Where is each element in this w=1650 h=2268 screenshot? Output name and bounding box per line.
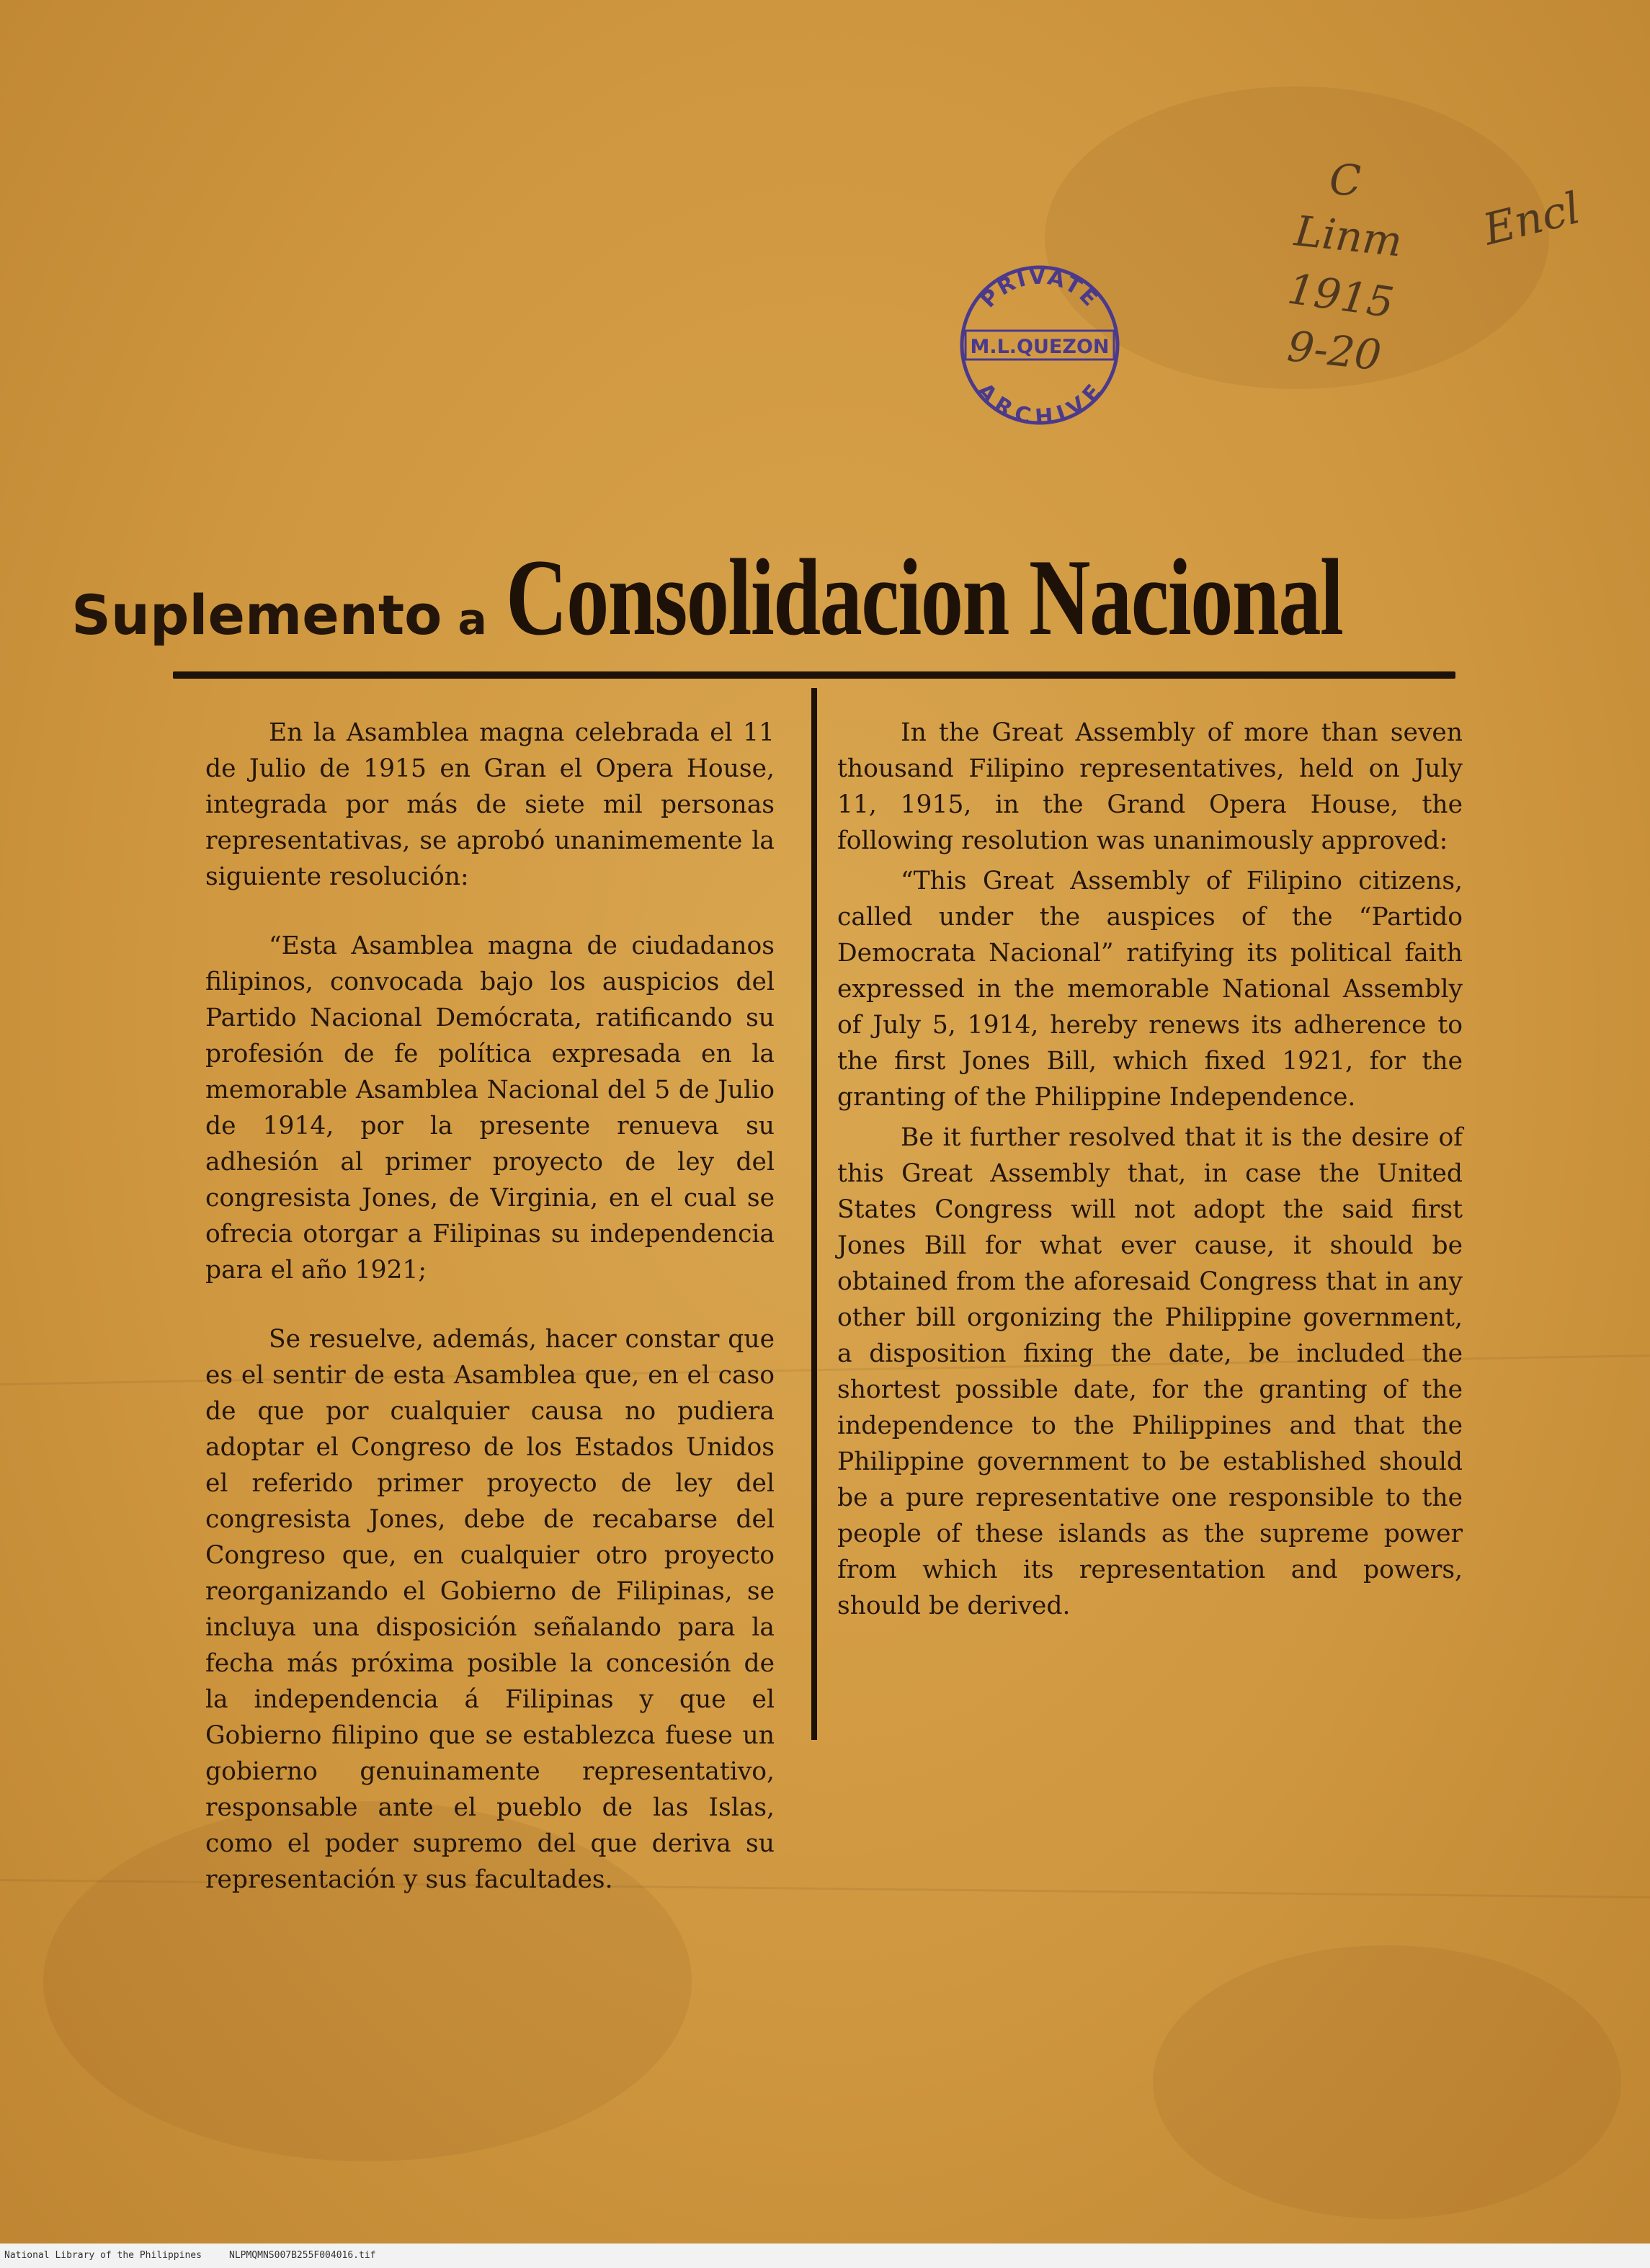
stamp-bottom-text: ARCHIVE [971,378,1108,428]
page-title [0,535,1650,660]
spanish-column [205,715,775,1898]
column-divider [811,688,817,1740]
english-paragraph-2: “This Great Assembly of Filipino citizens, called under the auspices of the “Partido Democrata Nacional” ratifying its political faith expressed in the memorable National Assembly of July 5, 1914, hereby renews its adherence to the first Jones Bill, which fixed 1921, for the granting of the Philippine Independence. [837,867,1463,1112]
pencil-line-3: 1915 [1285,264,1397,328]
pencil-annotation [1279,151,1596,389]
stamp-top-text: PRIVATE [976,264,1104,313]
pencil-line-4: 9-20 [1285,321,1384,380]
footer-library: National Library of the Philippines [4,2250,202,2261]
spanish-paragraph-3: Se resuelve, además, hacer constar que es el sentir de esta Asamblea que, en el caso de que por cualquier causa no pudiera adoptar el Congreso de los Estados Unidos el referido primer proyecto de ley del congresista Jones, debe de recabarse del Congreso que, en cualquier otro proyecto reorganizando el Gobierno de Filipinas, se incluya una disposición señalando para la fecha más próxima posible la concesión de la independencia á Filipinas y que el Gobierno filipino que se establezca fuese un gobierno genuinamente representativo, responsable ante el pueblo de las Islas, como el poder supremo del que deriva su representación y sus facultades. [205,1325,775,1894]
title-prefix: Suplemento [71,583,442,647]
english-paragraph-1: In the Great Assembly of more than seven thousand Filipino representatives, held on July 11, 1915, in the Grand Opera House, the following resolution was unanimously approved: [837,718,1463,855]
english-column [837,715,1463,1624]
header-rule [173,671,1455,679]
pencil-side-note: Encl [1478,182,1585,256]
svg-text:ARCHIVE [972,378,1108,428]
title-main: Consolidacion Nacional [505,537,1343,658]
title-connector: a [458,594,487,645]
svg-text:PRIVATE [976,264,1104,313]
spanish-paragraph-2: “Esta Asamblea magna de ciudadanos filipinos, convocada bajo los auspicios del Partido Nacional Demócrata, ratificando su profesión de fe política expresada en la memorable Asamblea Nacional del 5 de Julio de 1914, por la presente renueva su adhesión al primer proyecto de ley del congresista Jones, de Virginia, en el cual se ofrecia otorgar a Filipinas su independencia para el año 1921; [205,932,775,1285]
stamp-center-text: M.L.QUEZON [970,336,1110,358]
spanish-paragraph-1: En la Asamblea magna celebrada el 11 de Julio de 1915 en Gran el Opera House, integrada por más de siete mil personas representativas, se aprobó unanimemente la siguiente resolución: [205,718,775,891]
paper-stain [1153,1945,1621,2219]
footer-file-id: NLPMQMNS007B255F004016.tif [229,2250,376,2261]
english-paragraph-3: Be it further resolved that it is the desire of this Great Assembly that, in case the United States Congress will not adopt the said first Jones Bill for what ever cause, it should be obtained from the aforesaid Congress that in any other bill orgonizing the Philippine government, a disposition fixing the date, be included the shortest possible date, for the granting of the independence to the Philippines and that the Philippine government to be established should be a pure representative one responsible to the people of these islands as the supreme power from which its representation and powers, should be derived. [837,1123,1463,1620]
scan-footer [0,2244,1650,2268]
archive-stamp [957,262,1123,428]
pencil-line-1: C [1329,156,1362,205]
pencil-line-2: Linm [1292,206,1405,267]
